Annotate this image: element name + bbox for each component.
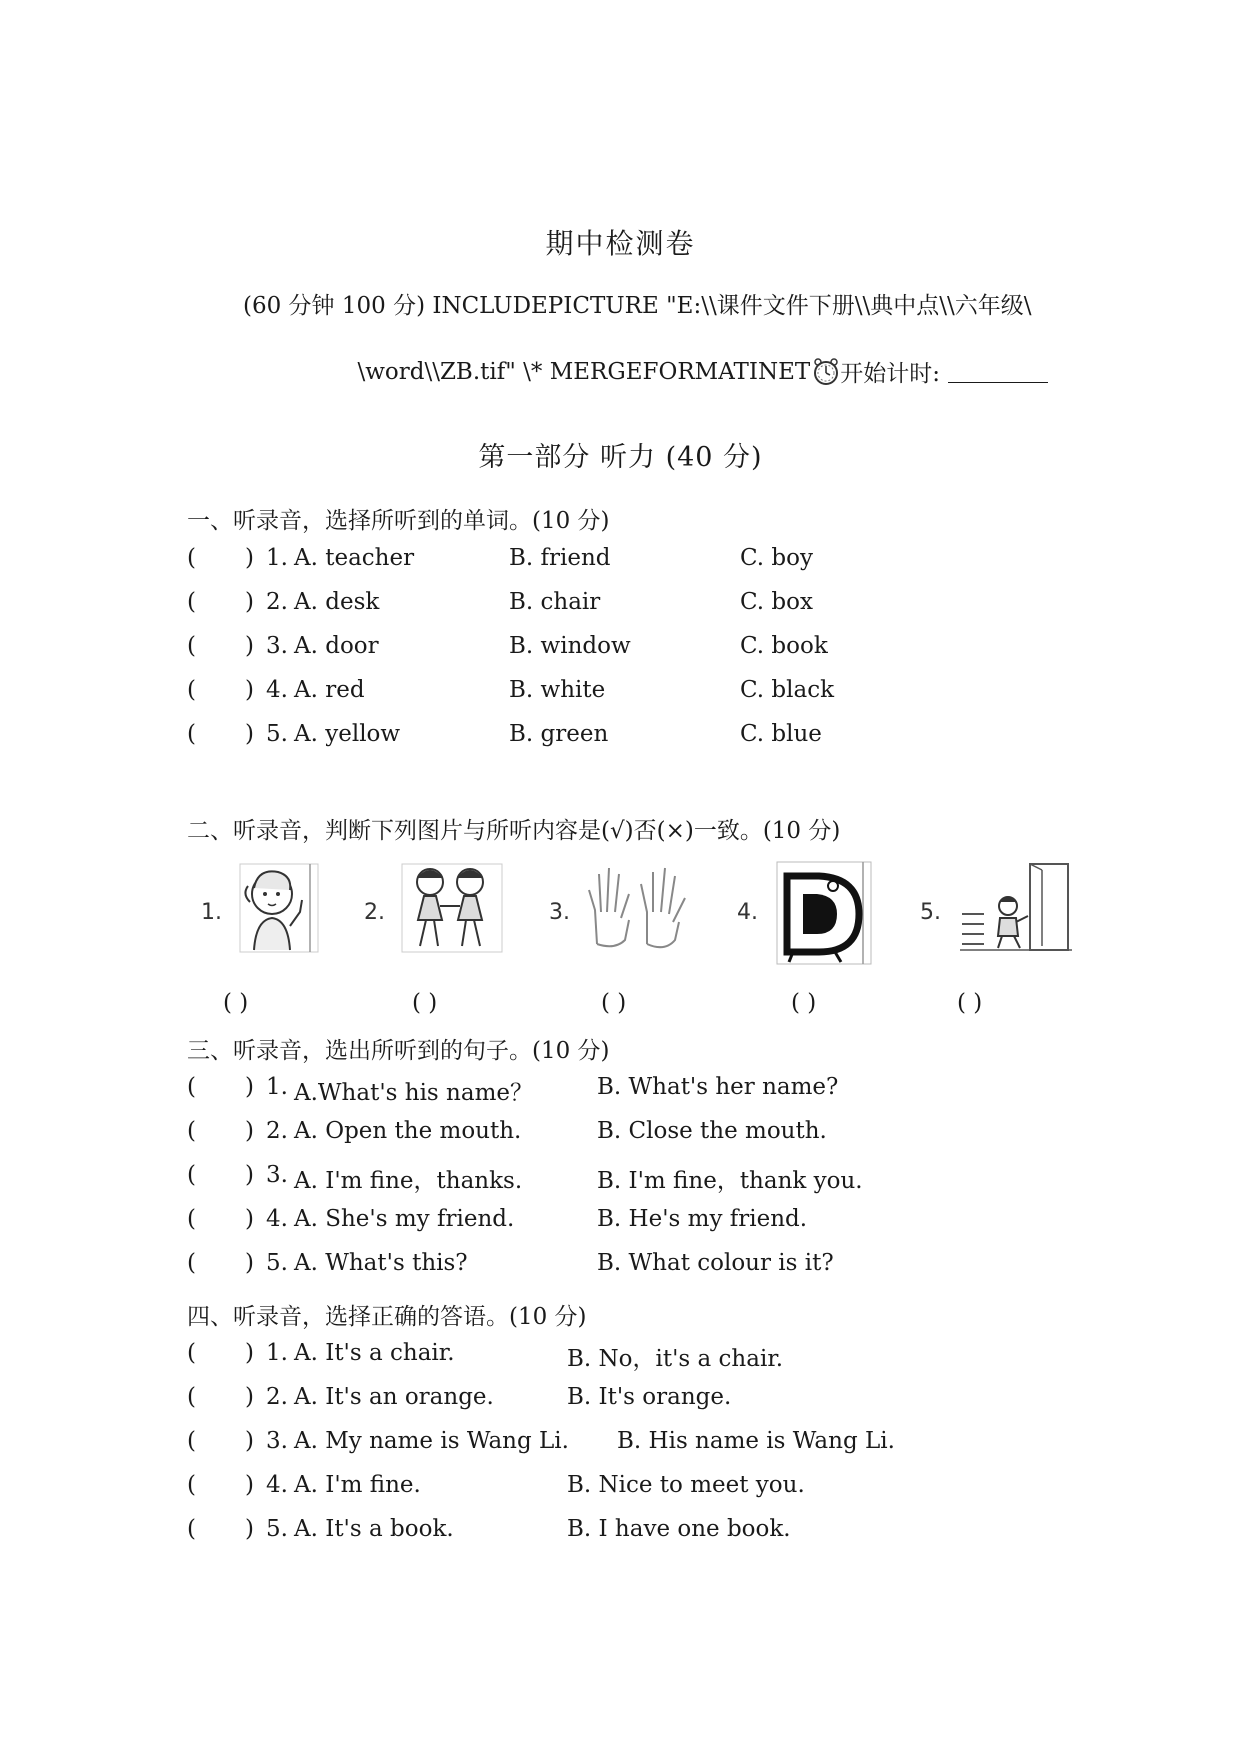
- option-b[interactable]: B. Close the mouth.: [597, 1118, 827, 1144]
- subtitle-line2: [357, 355, 1048, 388]
- question-number: 4.: [266, 1472, 288, 1498]
- answer-paren-close: ): [245, 633, 254, 659]
- picture-number: 5.: [920, 900, 941, 925]
- answer-blank-5[interactable]: ( ): [957, 990, 983, 1016]
- option-b[interactable]: B. green: [509, 721, 609, 747]
- clock-icon: [812, 357, 840, 387]
- question-number: 1.: [266, 1340, 288, 1366]
- answer-paren-close: ): [245, 1516, 254, 1542]
- option-a[interactable]: A. Open the mouth.: [294, 1118, 522, 1144]
- option-a[interactable]: A. desk: [294, 589, 380, 615]
- question-number: 3.: [266, 633, 288, 659]
- question-number: 1.: [266, 545, 288, 571]
- timer-blank[interactable]: [948, 360, 1048, 383]
- answer-paren-close: ): [245, 1250, 254, 1276]
- option-b[interactable]: B. No，it's a chair.: [567, 1346, 784, 1372]
- answer-paren-open[interactable]: (: [187, 1074, 196, 1100]
- picture-number: 2.: [364, 900, 385, 925]
- option-a[interactable]: A. yellow: [294, 721, 401, 747]
- option-c[interactable]: C. black: [740, 677, 835, 703]
- picture-number: 1.: [201, 900, 222, 925]
- option-a[interactable]: A. door: [294, 633, 379, 659]
- answer-paren-open[interactable]: (: [187, 1250, 196, 1276]
- answer-paren-open[interactable]: (: [187, 1472, 196, 1498]
- option-a[interactable]: A. red: [294, 677, 365, 703]
- answer-paren-open[interactable]: (: [187, 677, 196, 703]
- answer-paren-close: ): [245, 721, 254, 747]
- option-c[interactable]: C. box: [740, 589, 813, 615]
- letter-d-icon: [775, 860, 875, 968]
- picture-number: 4.: [737, 900, 758, 925]
- answer-paren-close: ): [245, 1118, 254, 1144]
- option-b[interactable]: B. I have one book.: [567, 1516, 791, 1542]
- answer-paren-close: ): [245, 589, 254, 615]
- question-number: 2.: [266, 1384, 288, 1410]
- option-b[interactable]: B. It's orange.: [567, 1384, 732, 1410]
- question-number: 4.: [266, 677, 288, 703]
- question-number: 4.: [266, 1206, 288, 1232]
- answer-paren-close: ): [245, 1206, 254, 1232]
- option-a[interactable]: A. What's this?: [294, 1250, 468, 1276]
- girl-pointing-icon: [238, 860, 320, 956]
- option-b[interactable]: B. His name is Wang Li.: [617, 1428, 895, 1454]
- answer-paren-close: ): [245, 1384, 254, 1410]
- option-a[interactable]: A. It's a chair.: [294, 1340, 455, 1366]
- section1-title: 一、听录音，选择所听到的单词。(10 分): [187, 508, 610, 534]
- subtitle-line1: (60 分钟 100 分) INCLUDEPICTURE "E:\\课件文件下册\\典中点\\六年级\: [243, 293, 1032, 319]
- option-a[interactable]: A. It's a book.: [294, 1516, 454, 1542]
- two-children-icon: [400, 860, 504, 956]
- subtitle-line2-text: \word\\ZB.tif" \* MERGEFORMATINET: [357, 358, 811, 385]
- question-number: 5.: [266, 1250, 288, 1276]
- option-b[interactable]: B. chair: [509, 589, 601, 615]
- option-a[interactable]: A.What's his name？: [294, 1080, 533, 1106]
- option-c[interactable]: C. book: [740, 633, 828, 659]
- question-number: 5.: [266, 721, 288, 747]
- question-number: 3.: [266, 1428, 288, 1454]
- answer-paren-open[interactable]: (: [187, 1162, 196, 1188]
- answer-paren-open[interactable]: (: [187, 1428, 196, 1454]
- option-c[interactable]: C. boy: [740, 545, 813, 571]
- answer-paren-open[interactable]: (: [187, 633, 196, 659]
- answer-blank-2[interactable]: ( ): [412, 990, 438, 1016]
- option-c[interactable]: C. blue: [740, 721, 822, 747]
- question-number: 2.: [266, 1118, 288, 1144]
- option-b[interactable]: B. He's my friend.: [597, 1206, 808, 1232]
- answer-paren-close: ): [245, 677, 254, 703]
- answer-paren-close: ): [245, 1074, 254, 1100]
- answer-paren-close: ): [245, 1428, 254, 1454]
- option-a[interactable]: A. She's my friend.: [294, 1206, 515, 1232]
- option-a[interactable]: A. teacher: [294, 545, 415, 571]
- page-title: 期中检测卷: [545, 227, 696, 260]
- section4-title: 四、听录音，选择正确的答语。(10 分): [187, 1304, 587, 1330]
- option-b[interactable]: B. What colour is it?: [597, 1250, 834, 1276]
- option-b[interactable]: B. Nice to meet you.: [567, 1472, 805, 1498]
- question-number: 1.: [266, 1074, 288, 1100]
- answer-paren-open[interactable]: (: [187, 589, 196, 615]
- question-number: 3.: [266, 1162, 288, 1188]
- question-number: 5.: [266, 1516, 288, 1542]
- answer-blank-1[interactable]: ( ): [223, 990, 249, 1016]
- option-b[interactable]: B. I'm fine，thank you.: [597, 1168, 863, 1194]
- answer-blank-3[interactable]: ( ): [601, 990, 627, 1016]
- section2-title: 二、听录音，判断下列图片与所听内容是(√)否(×)一致。(10 分): [187, 818, 841, 844]
- answer-paren-open[interactable]: (: [187, 1384, 196, 1410]
- question-number: 2.: [266, 589, 288, 615]
- picture-number: 3.: [549, 900, 570, 925]
- section3-title: 三、听录音，选出所听到的句子。(10 分): [187, 1038, 610, 1064]
- answer-paren-open[interactable]: (: [187, 545, 196, 571]
- answer-paren-close: ): [245, 1472, 254, 1498]
- answer-paren-open[interactable]: (: [187, 1516, 196, 1542]
- hands-icon: [585, 860, 695, 956]
- option-a[interactable]: A. It's an orange.: [294, 1384, 494, 1410]
- answer-paren-close: ): [245, 545, 254, 571]
- timer-label: 开始计时:: [840, 361, 940, 387]
- answer-paren-open[interactable]: (: [187, 1206, 196, 1232]
- option-b[interactable]: B. friend: [509, 545, 611, 571]
- option-b[interactable]: B. white: [509, 677, 606, 703]
- part1-title: 第一部分 听力 (40 分): [478, 442, 763, 473]
- option-a[interactable]: A. I'm fine.: [294, 1472, 421, 1498]
- boy-at-door-icon: [958, 860, 1074, 956]
- option-b[interactable]: B. window: [509, 633, 631, 659]
- answer-paren-open[interactable]: (: [187, 721, 196, 747]
- picture-row: [0, 860, 1241, 970]
- answer-paren-close: ): [245, 1340, 254, 1366]
- option-a[interactable]: A. My name is Wang Li.: [294, 1428, 569, 1454]
- option-b[interactable]: B. What's her name?: [597, 1074, 839, 1100]
- answer-paren-open[interactable]: (: [187, 1118, 196, 1144]
- answer-paren-open[interactable]: (: [187, 1340, 196, 1366]
- option-a[interactable]: A. I'm fine，thanks.: [294, 1168, 523, 1194]
- answer-paren-close: ): [245, 1162, 254, 1188]
- answer-blank-4[interactable]: ( ): [791, 990, 817, 1016]
